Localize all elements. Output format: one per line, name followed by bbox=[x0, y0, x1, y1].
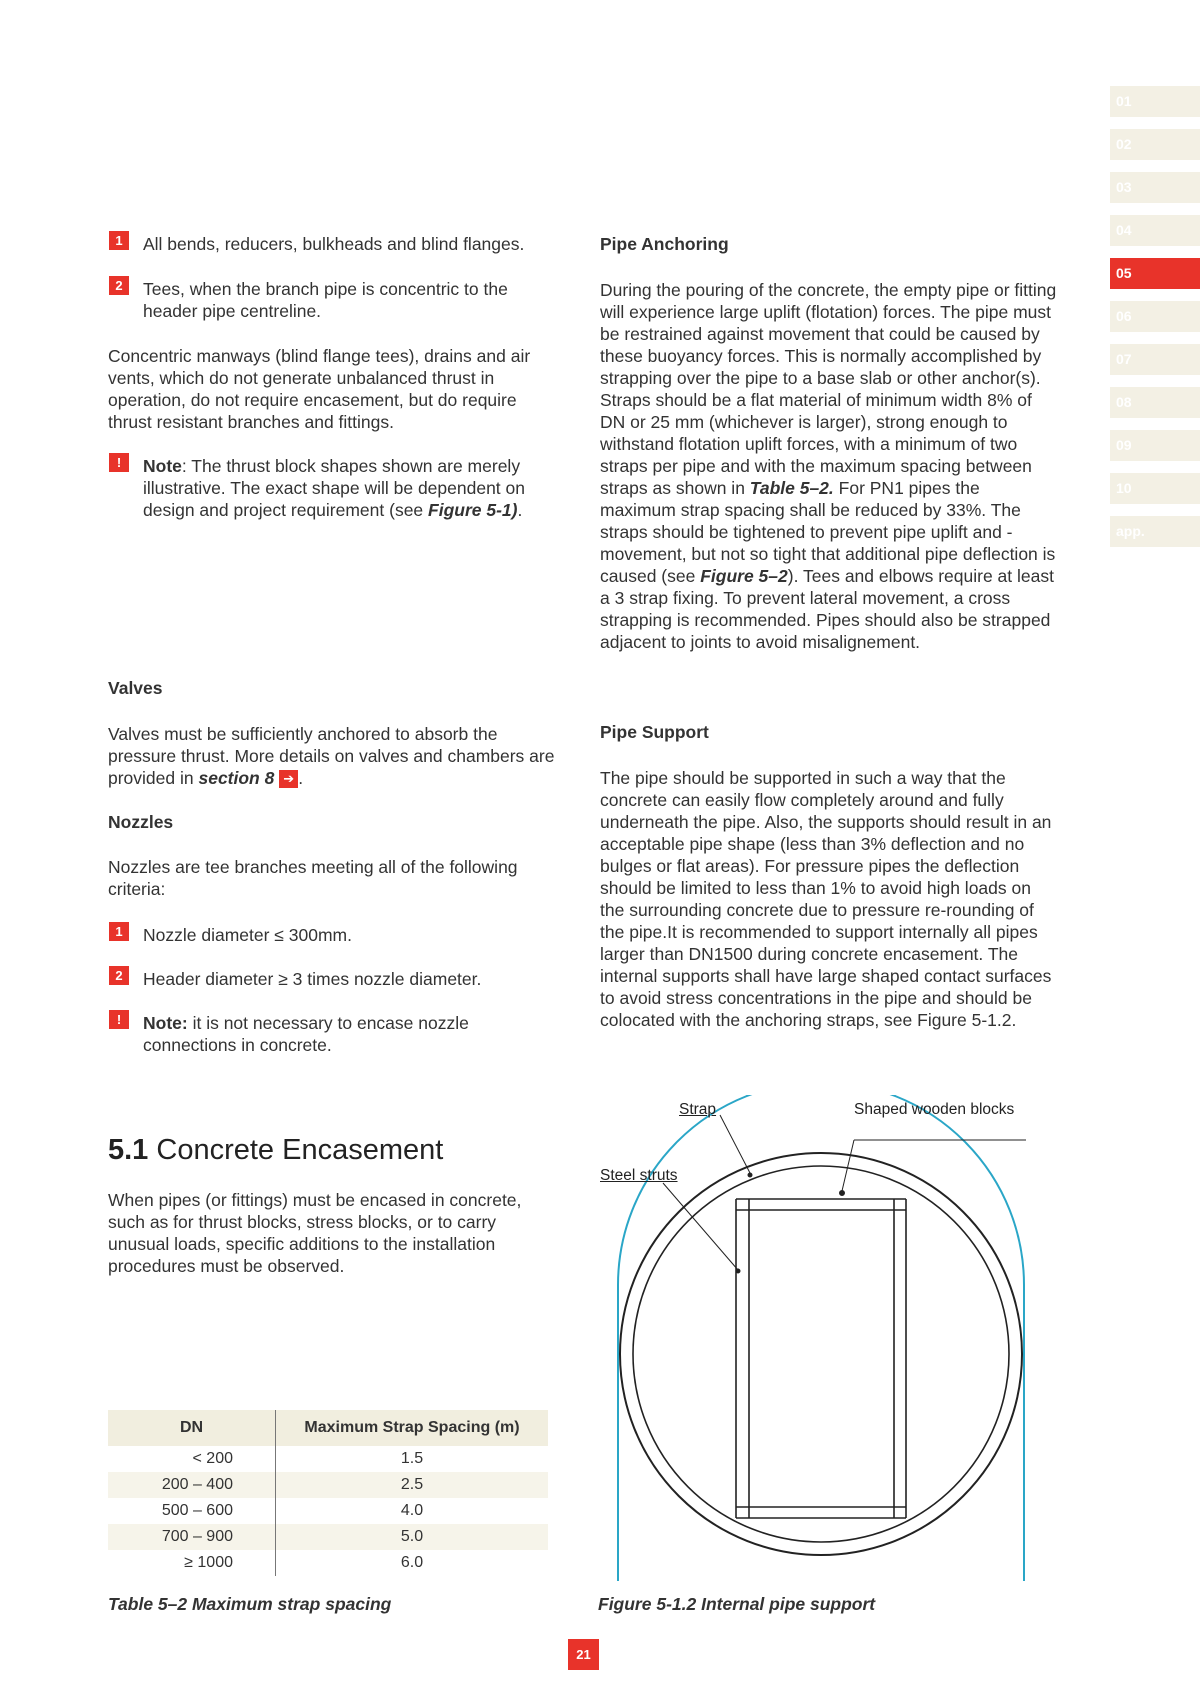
wooden-blocks-label: Shaped wooden blocks bbox=[854, 1101, 1015, 1118]
pipe-support-paragraph: The pipe should be supported in such a way that the concrete can easily flow completely around and fully underneath the pipe. Also, the supports should result in an acceptable pipe shape (less than 3% deflection and no bulges or flat areas). For pressure pipes the deflection should be limited to less than 1% to avoid high loads on the surrounding concrete due to pressure re-rounding of the pipe.It is recommended to support internally all pipes larger than DN1500 during concrete encasement. The internal supports shall have large shaped contact surfaces to avoid stress concentrations in the pipe and should be colocated with the anchoring straps, see Figure 5-1.2. bbox=[600, 768, 1052, 1030]
pipe-outer-wall bbox=[620, 1153, 1022, 1555]
note-icon: ! bbox=[109, 453, 129, 472]
link-arrow-icon[interactable]: ➔ bbox=[279, 770, 298, 788]
steel-struts bbox=[736, 1199, 906, 1518]
chapter-tab-10[interactable]: 10 bbox=[1110, 473, 1200, 504]
chapter-tab-02[interactable]: 02 bbox=[1110, 129, 1200, 160]
steel-struts-label: Steel struts bbox=[600, 1167, 678, 1184]
note-label: Note bbox=[143, 456, 182, 476]
chapter-tab-04[interactable]: 04 bbox=[1110, 215, 1200, 246]
page-number: 21 bbox=[568, 1639, 599, 1670]
section-paragraph: When pipes (or fittings) must be encased in concrete, such as for thrust blocks, stress blocks, or to carry unusual loads, specific additions to the installation procedures must be observed. bbox=[108, 1190, 522, 1276]
valves-end: . bbox=[298, 768, 304, 788]
table-row bbox=[108, 1524, 548, 1550]
section-number: 5.1 bbox=[108, 1134, 149, 1166]
list-marker-2: 2 bbox=[109, 966, 129, 985]
table-cell-spacing: 2.5 bbox=[276, 1472, 549, 1498]
valves-text: Valves must be sufficiently anchored to absorb the pressure thrust. More details on valves and chambers are provided in bbox=[108, 724, 555, 788]
table-cell-spacing: 6.0 bbox=[400, 1554, 424, 1571]
pipe-anchoring-heading: Pipe Anchoring bbox=[600, 234, 729, 254]
note-text: it is not necessary to encase nozzle connections in concrete. bbox=[143, 1013, 469, 1055]
strap-line bbox=[618, 1095, 1024, 1581]
table-row bbox=[108, 1498, 548, 1524]
section-title bbox=[108, 1134, 443, 1167]
pipe-support-heading: Pipe Support bbox=[600, 722, 709, 742]
table-caption: Table 5–2 Maximum strap spacing bbox=[108, 1594, 392, 1614]
column-header-spacing: Maximum Strap Spacing (m) bbox=[276, 1410, 549, 1446]
nozzles-paragraph: Nozzles are tee branches meeting all of the following criteria: bbox=[108, 857, 518, 899]
anchoring-text-1: During the pouring of the concrete, the empty pipe or fitting will experience large uplift (flotation) forces. The pipe must be restrained against movement that could be caused by these buoyancy forces. This is normally accomplished by strapping over the pipe to a base slab or other anchor(s). Straps should be a flat material of minimum width 8% of DN or 25 mm (whichever is larger), strong enough to withstand flotation uplift forces, with a minimum of two straps per pipe and with the maximum spacing between straps as shown in bbox=[600, 280, 1057, 498]
figure-reference[interactable]: Figure 5–2 bbox=[700, 566, 788, 586]
chapter-tab-01[interactable]: 01 bbox=[1110, 86, 1200, 117]
chapter-tab-appendix[interactable]: app. bbox=[1110, 516, 1200, 547]
anchoring-text-3: ). Tees and elbows require at least a 3 strap fixing. To prevent lateral movement, a cross strapping is recommended. Pipes should also be strapped adjacent to joints to avoid misalignement. bbox=[600, 566, 1054, 652]
strap-spacing-table bbox=[108, 1410, 548, 1576]
chapter-tab-03[interactable]: 03 bbox=[1110, 172, 1200, 203]
list-item: All bends, reducers, bulkheads and blind flanges. bbox=[143, 234, 525, 254]
note-label: Note: bbox=[143, 1013, 188, 1033]
chapter-tab-09[interactable]: 09 bbox=[1110, 430, 1200, 461]
list-item: Tees, when the branch pipe is concentric to the header pipe centreline. bbox=[143, 279, 508, 321]
chapter-tab-08[interactable]: 08 bbox=[1110, 387, 1200, 418]
list-item: Header diameter ≥ 3 times nozzle diameter. bbox=[143, 969, 482, 989]
leader-lines bbox=[663, 1115, 1026, 1273]
table-cell-dn: 700 – 900 bbox=[108, 1524, 276, 1550]
table-cell-spacing: 1.5 bbox=[400, 1450, 424, 1467]
concentric-paragraph: Concentric manways (blind flange tees), drains and air vents, which do not generate unbalanced thrust in operation, do not require encasement, but do require thrust resistant branches and fittings. bbox=[108, 346, 531, 432]
figure-caption: Figure 5-1.2 Internal pipe support bbox=[598, 1594, 876, 1614]
section-title-text: Concrete Encasement bbox=[156, 1134, 444, 1166]
table-cell-dn: ≥ 1000 bbox=[108, 1550, 276, 1576]
table-cell-dn: 500 – 600 bbox=[108, 1498, 276, 1524]
list-marker-1: 1 bbox=[109, 922, 129, 941]
table-header-row bbox=[108, 1410, 548, 1446]
note-nozzles bbox=[143, 1012, 533, 1056]
chapter-tab-07[interactable]: 07 bbox=[1110, 344, 1200, 375]
table-cell-spacing: 5.0 bbox=[276, 1524, 549, 1550]
chapter-tab-05-active[interactable]: 05 bbox=[1110, 258, 1200, 289]
strap-label: Strap bbox=[679, 1101, 717, 1118]
section-reference[interactable]: section 8 bbox=[198, 768, 275, 788]
note-icon: ! bbox=[109, 1010, 129, 1029]
chapter-tab-06[interactable]: 06 bbox=[1110, 301, 1200, 332]
table-row bbox=[108, 1550, 548, 1576]
list-marker-1: 1 bbox=[109, 231, 129, 250]
table-cell-dn: < 200 bbox=[108, 1446, 276, 1472]
note-text: : The thrust block shapes shown are merely illustrative. The exact shape will be dependent on design and project requirement (see bbox=[143, 456, 526, 520]
pipe-inner-wall bbox=[633, 1166, 1009, 1542]
note-end: . bbox=[517, 500, 523, 520]
valves-paragraph bbox=[108, 723, 563, 789]
table-reference[interactable]: Table 5–2. bbox=[749, 478, 834, 498]
note-thrust-block bbox=[143, 455, 553, 521]
list-item: Nozzle diameter ≤ 300mm. bbox=[143, 925, 352, 945]
list-marker-2: 2 bbox=[109, 276, 129, 295]
table-row bbox=[108, 1446, 548, 1472]
figure-reference[interactable]: Figure 5-1) bbox=[428, 500, 518, 520]
table-cell-dn: 200 – 400 bbox=[108, 1472, 276, 1498]
table-cell-spacing: 4.0 bbox=[400, 1502, 424, 1519]
nozzles-heading: Nozzles bbox=[108, 812, 174, 832]
anchoring-text-2: For PN1 pipes the maximum strap spacing shall be reduced by 33%. The straps should be tightened to prevent pipe uplift and -movement, but not so tight that additional pipe deflection is caused (see bbox=[600, 478, 1056, 586]
column-header-dn: DN bbox=[108, 1410, 276, 1446]
pipe-anchoring-paragraph bbox=[600, 279, 1060, 653]
valves-heading: Valves bbox=[108, 678, 163, 698]
table-row bbox=[108, 1472, 548, 1498]
